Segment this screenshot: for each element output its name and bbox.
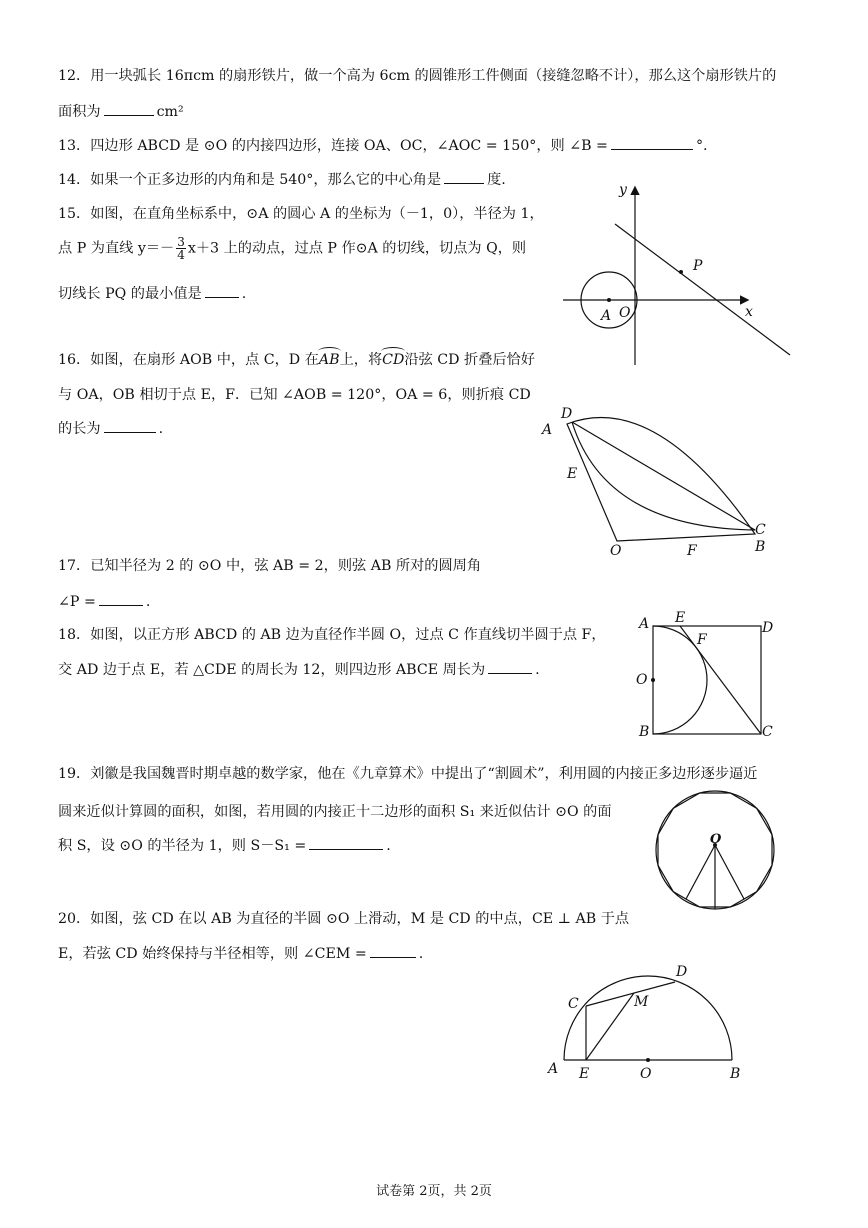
- q20-period: .: [418, 946, 424, 962]
- q16-text-c: 沿弦 CD 折叠后恰好: [404, 352, 535, 368]
- figure-q20-semicircle-chord: [540, 960, 750, 1085]
- q16-question: 的长为: [58, 421, 101, 437]
- q13: [58, 138, 708, 155]
- label-d: D: [762, 620, 774, 636]
- figure-q19-dodecagon: [650, 785, 780, 915]
- label-f: F: [697, 632, 707, 648]
- label-e: E: [675, 610, 686, 626]
- q16-line3: [58, 421, 163, 438]
- q19-line3: [58, 838, 391, 855]
- segment-em: [586, 993, 634, 1060]
- q20-line1: 20．如图，弦 CD 在以 AB 为直径的半圆 ⊙O 上滑动，M 是 CD 的中点，CE ⊥ AB 于点: [58, 911, 630, 927]
- q18-line2: [58, 662, 540, 679]
- label-a: A: [548, 1061, 559, 1077]
- label-f: F: [687, 543, 697, 558]
- point-p: [679, 270, 683, 274]
- label-a: A: [639, 616, 650, 632]
- q12-answer-blank[interactable]: [104, 115, 154, 116]
- q15-line2: [58, 236, 526, 261]
- q12-unit: cm²: [156, 104, 184, 120]
- q16-text-b: 上，将: [339, 352, 383, 368]
- label-d: D: [676, 964, 688, 980]
- q15-period: .: [241, 286, 247, 302]
- label-d: D: [561, 406, 573, 422]
- q18-period: .: [535, 662, 540, 678]
- q12-line2: [58, 104, 184, 121]
- q19-line1: 19．刘徽是我国魏晋时期卓越的数学家，他在《九章算术》中提出了“割圆术”，利用圆的内接正多边形逐步逼近: [58, 766, 758, 782]
- q15-fraction: $\frac{3}{4}$: [177, 235, 185, 262]
- q16-text-a: 16．如图，在扇形 AOB 中，点 C，D 在: [58, 352, 319, 368]
- label-o: O: [636, 672, 648, 688]
- label-c: C: [755, 522, 766, 538]
- q19-line2: 圆来近似计算圆的面积，如图，若用圆的内接正十二边形的面积 S₁ 来近似估计 ⊙O 的面: [58, 804, 612, 820]
- q20-question: E，若弦 CD 始终保持与半径相等，则 ∠CEM =: [58, 946, 367, 962]
- label-o: O: [619, 305, 631, 321]
- q12-prefix: 面积为: [58, 104, 101, 120]
- label-b: B: [755, 539, 766, 555]
- q15-line-eq-end: x＋3 上的动点，过点 P 作⊙A 的切线，切点为 Q，则: [187, 240, 527, 257]
- q15-line1: 15．如图，在直角坐标系中，⊙A 的圆心 A 的坐标为（－1，0），半径为 1，: [58, 206, 544, 222]
- label-c: C: [762, 724, 773, 740]
- label-a: A: [601, 308, 612, 324]
- q18-question: 交 AD 边于点 E，若 △CDE 的周长为 12，则四边形 ABCE 周长为: [58, 662, 486, 678]
- q14-text: 14．如果一个正多边形的内角和是 540°，那么它的中心角是: [58, 172, 442, 188]
- label-x: x: [745, 304, 753, 320]
- q13-text: 13．四边形 ABCD 是 ⊙O 的内接四边形，连接 OA、OC，∠AOC = 150°，则 ∠B =: [58, 138, 608, 154]
- label-o: O: [710, 832, 722, 847]
- center-point-a: [607, 298, 611, 302]
- line-y-eq: [615, 224, 790, 355]
- label-o: O: [610, 543, 622, 558]
- radius-3: [715, 845, 744, 899]
- center-point-o: [651, 678, 655, 682]
- q14-suffix: 度.: [487, 172, 506, 188]
- q17-answer-blank[interactable]: [99, 605, 143, 606]
- radius-1: [686, 845, 715, 899]
- label-y: y: [619, 182, 627, 198]
- q15-line-eq-start: 点 P 为直线 y＝－: [58, 240, 175, 257]
- figure-q16-sector-fold: [535, 398, 775, 558]
- q13-answer-blank[interactable]: [611, 149, 693, 150]
- q17-line1: 17．已知半径为 2 的 ⊙O 中，弦 AB = 2，则弦 AB 所对的圆周角: [58, 558, 482, 574]
- q14: [58, 172, 506, 189]
- q16-answer-blank[interactable]: [104, 432, 156, 433]
- q19-period: .: [386, 838, 391, 854]
- semicircle-ab: [564, 976, 732, 1060]
- q17-period: .: [145, 594, 151, 610]
- label-e: E: [567, 466, 578, 482]
- label-p: P: [693, 258, 703, 274]
- label-o: O: [640, 1066, 652, 1082]
- figure-q18-square-semicircle: [628, 606, 788, 746]
- label-b: B: [639, 724, 650, 740]
- arc-ab-symbol: AB: [318, 352, 340, 368]
- q13-suffix: °.: [695, 138, 708, 154]
- q17-angle: ∠P =: [58, 594, 96, 610]
- center-point-o: [646, 1058, 650, 1062]
- q16-period: .: [158, 421, 164, 437]
- q16-line1: [58, 352, 535, 369]
- q15-question: 切线长 PQ 的最小值是: [58, 286, 202, 302]
- q16-line2: 与 OA，OB 相切于点 E，F．已知 ∠AOB = 120°，OA = 6，则折痕 CD: [58, 387, 531, 403]
- q14-answer-blank[interactable]: [444, 183, 484, 184]
- label-m: M: [634, 994, 649, 1010]
- q19-question: 积 S，设 ⊙O 的半径为 1，则 S－S₁ =: [58, 838, 307, 854]
- q20-answer-blank[interactable]: [370, 957, 416, 958]
- label-a: A: [542, 422, 553, 438]
- q18-answer-blank[interactable]: [488, 673, 532, 674]
- q19-answer-blank[interactable]: [309, 849, 383, 850]
- page-footer: 试卷第 2页，共 2页: [376, 1184, 492, 1199]
- chord-cd: [586, 982, 675, 1006]
- figure-q15-coordinate-circle: [555, 180, 805, 370]
- label-c: C: [568, 996, 579, 1012]
- q20-line2: [58, 946, 423, 963]
- arc-cd-symbol: CD: [382, 352, 405, 368]
- q15-line3: [58, 286, 246, 303]
- q17-line2: [58, 594, 150, 611]
- q18-line1: 18．如图，以正方形 ABCD 的 AB 边为直径作半圆 O，过点 C 作直线切半圆于点 F，: [58, 627, 606, 643]
- q12-line1: 12．用一块弧长 16πcm 的扇形铁片，做一个高为 6cm 的圆锥形工件侧面（接缝忽略不计），那么这个扇形铁片的: [58, 68, 777, 84]
- label-b: B: [730, 1066, 741, 1082]
- q15-answer-blank[interactable]: [205, 297, 239, 298]
- label-e: E: [579, 1066, 590, 1082]
